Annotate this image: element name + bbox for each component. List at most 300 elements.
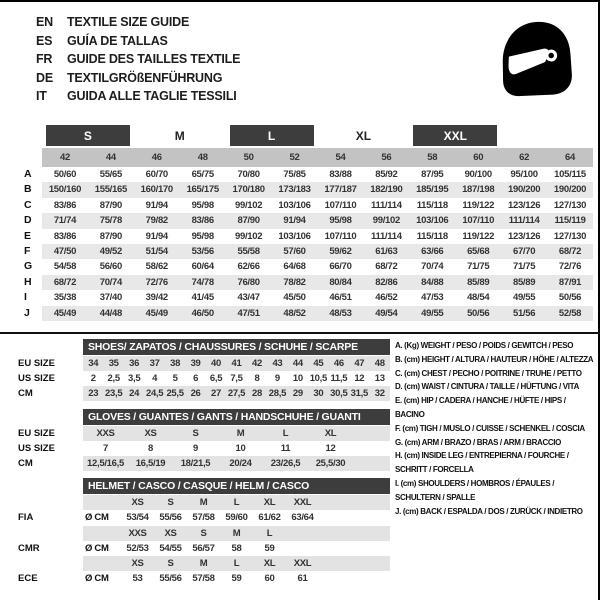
measure-value: 50/60 <box>53 169 77 180</box>
helmet-value: 59 <box>264 542 275 554</box>
shoes-value: 3,5 <box>128 373 141 384</box>
shoes-value: 38 <box>170 358 181 369</box>
legend-item: F. (cm) TIGH / MUSLO / CUISSE / SCHENKEL / COSCIA <box>395 423 585 433</box>
measure-value: 99/102 <box>234 230 263 242</box>
measure-value: 37/40 <box>99 292 122 304</box>
measure-value: 47/51 <box>226 306 272 321</box>
helmet-values-row <box>18 541 390 556</box>
measure-value: 83/86 <box>53 199 77 211</box>
size-number: 42 <box>42 148 88 167</box>
size-number: 60 <box>455 148 501 167</box>
size-number: 64 <box>547 148 593 167</box>
size-number: 48 <box>180 148 226 167</box>
measure-value: 78/82 <box>272 275 318 290</box>
shoes-value: 39 <box>190 358 201 369</box>
measure-value: 60/64 <box>191 261 214 273</box>
measure-value: 35/38 <box>53 292 77 304</box>
helmet-value: 54/55 <box>159 542 182 554</box>
measure-value: 155/165 <box>88 182 134 197</box>
helmet-size-label: XXS <box>128 527 147 539</box>
helmet-header-row <box>18 478 390 494</box>
corner-spacer <box>501 125 547 146</box>
shoes-value: 10,5 <box>309 373 327 384</box>
measure-value: 45/50 <box>283 292 306 304</box>
gloves-cells <box>83 441 390 456</box>
measure-value: 185/195 <box>409 182 455 197</box>
measure-value: 127/130 <box>553 199 587 211</box>
helmet-values-row <box>18 571 390 586</box>
gloves-value: L <box>282 428 289 439</box>
shoes-value: 32 <box>374 388 385 399</box>
shoes-value: 4 <box>152 373 158 384</box>
gloves-row <box>18 426 390 441</box>
shoes-value: 9 <box>274 373 280 384</box>
measure-value: 66/70 <box>329 261 352 273</box>
measure-row <box>18 306 593 321</box>
gloves-value: 9 <box>193 443 198 454</box>
shoes-value: 28 <box>251 388 262 399</box>
helmet-value: 53/54 <box>126 512 149 524</box>
shoes-row <box>18 386 390 401</box>
measure-value: 165/175 <box>180 182 226 197</box>
measure-value: 51/56 <box>501 306 547 321</box>
measure-value: 182/190 <box>363 182 409 197</box>
measure-value: 119/122 <box>462 230 495 242</box>
gloves-row-label: CM <box>18 458 33 469</box>
shoes-header-row <box>18 339 390 355</box>
measure-value: 83/86 <box>53 230 77 242</box>
measure-value: 46/51 <box>329 292 352 304</box>
measure-value: 65/68 <box>455 244 501 259</box>
measure-value: 187/198 <box>455 182 501 197</box>
shoes-value: 24 <box>129 388 140 399</box>
shoes-value: 12 <box>354 373 365 384</box>
measure-value: 87/90 <box>99 230 122 242</box>
accessory-tables <box>18 339 390 587</box>
size-number: 58 <box>409 148 455 167</box>
helmet-size-cells <box>83 526 390 541</box>
guide-title: GUIDA ALLE TAGLIE TESSILI <box>67 89 237 103</box>
measure-value: 99/102 <box>234 199 263 211</box>
size-group-row <box>18 125 593 146</box>
measure-value: 55/58 <box>226 244 272 259</box>
measure-row <box>18 213 593 228</box>
measure-key: F <box>24 244 31 257</box>
shoes-value: 31,5 <box>350 388 368 399</box>
measure-value: 50/56 <box>455 306 501 321</box>
measure-value: 62/66 <box>237 261 260 273</box>
measure-value: 79/82 <box>134 213 180 228</box>
language-code: EN <box>36 15 53 29</box>
spacer-cell <box>83 556 121 571</box>
shoes-value: 46 <box>333 358 344 369</box>
diameter-unit-cell: Ø CM <box>85 542 109 554</box>
size-group-l: L <box>230 125 314 146</box>
measure-row <box>18 275 593 290</box>
measure-value: 170/180 <box>226 182 272 197</box>
helmet-size-label: S <box>167 558 174 570</box>
helmet-value: 59/60 <box>225 512 248 524</box>
shoes-value: 30,5 <box>330 388 348 399</box>
shoes-cells <box>83 356 390 371</box>
size-number: 52 <box>272 148 318 167</box>
gloves-value: 25,5/30 <box>315 458 346 469</box>
helmet-value: 61/62 <box>258 512 281 524</box>
helmet-value-cells <box>83 541 390 556</box>
shoes-value: 30 <box>313 388 324 399</box>
size-number: 54 <box>318 148 364 167</box>
shoes-value: 27,5 <box>227 388 246 399</box>
spacer <box>18 478 83 494</box>
measure-key: D <box>24 214 32 227</box>
measure-key: J <box>24 306 30 319</box>
measure-value: 45/49 <box>134 306 180 321</box>
helmet-value: 53 <box>132 573 143 585</box>
measure-value: 59/62 <box>318 244 364 259</box>
size-group-xxl: XXL <box>413 125 497 146</box>
measure-row <box>18 198 593 213</box>
size-group-s: S <box>46 125 130 146</box>
measure-value: 115/118 <box>416 230 448 242</box>
helmet-title: HELMET / CASCO / CASQUE / HELM / CASCO <box>83 478 390 494</box>
helmet-standard-label: ECE <box>18 573 38 585</box>
shoes-value: 11,5 <box>330 373 348 384</box>
helmet-standard-label: FIA <box>18 512 34 524</box>
shoes-value: 29 <box>292 388 303 399</box>
measure-value: 87/90 <box>226 213 272 228</box>
measure-value: 107/110 <box>455 213 501 228</box>
diameter-unit-cell: Ø CM <box>85 512 109 524</box>
measure-value: 50/56 <box>558 292 582 304</box>
gloves-value: XS <box>144 428 157 439</box>
shoes-size-table <box>18 339 390 401</box>
legend-item: E. (cm) HIP / CADERA / HANCHE / HÜFTE / HIPS / BACINO <box>395 396 566 419</box>
measure-key: G <box>24 260 33 273</box>
shoes-value: 23,5 <box>105 388 123 399</box>
shoes-value: 8 <box>254 373 260 384</box>
measure-value: 85/89 <box>501 275 547 290</box>
helmet-value: 63/64 <box>291 512 314 524</box>
gloves-value: 7 <box>103 443 108 454</box>
helmet-size-table <box>18 478 390 587</box>
measure-value: 87/91 <box>547 275 593 290</box>
gloves-title: GLOVES / GUANTES / GANTS / HANDSCHUHE / GUANTI <box>83 409 390 425</box>
measure-value: 119/122 <box>462 199 495 211</box>
measure-value: 56/60 <box>99 261 122 273</box>
measure-value: 72/76 <box>134 275 180 290</box>
shoes-value: 6,5 <box>209 373 223 384</box>
legend-item: C. (cm) CHEST / PECHO / POITRINE / TRUHE / PETTO <box>395 368 582 378</box>
measure-value: 63/66 <box>409 244 455 259</box>
measure-value: 84/88 <box>409 275 455 290</box>
gloves-row-label: EU SIZE <box>18 428 55 439</box>
helmet-value-cells <box>83 571 390 586</box>
measure-key: C <box>24 198 32 211</box>
measure-value: 150/160 <box>42 182 88 197</box>
measure-value: 76/80 <box>226 275 272 290</box>
shoes-value: 40 <box>211 358 222 369</box>
measure-row <box>18 244 593 259</box>
measure-value: 68/72 <box>375 261 398 273</box>
measure-value: 95/98 <box>318 213 364 228</box>
helmet-icon-svg <box>490 10 582 106</box>
measure-value: 83/88 <box>329 169 352 180</box>
helmet-value: 59 <box>231 573 242 585</box>
shoes-value: 25,5 <box>166 388 184 399</box>
row-key-spacer <box>18 148 42 167</box>
helmet-size-label: L <box>266 527 273 539</box>
measure-value: 95/98 <box>191 199 214 211</box>
helmet-value: 55/56 <box>159 512 182 524</box>
helmet-values-row <box>18 510 390 525</box>
measure-value: 49/52 <box>88 244 134 259</box>
shoes-cells <box>83 371 390 386</box>
measure-value: 48/53 <box>318 306 364 321</box>
gloves-value: 8 <box>148 443 153 454</box>
size-number: 44 <box>88 148 134 167</box>
shoes-rows <box>18 356 390 401</box>
legend-item: J. (cm) BACK / ESPALDA / DOS / ZURÜCK / INDIETRO <box>395 506 583 516</box>
language-row <box>36 32 240 51</box>
measure-value: 103/106 <box>278 199 311 211</box>
helmet-value: 58 <box>231 542 242 554</box>
shoes-value: 37 <box>149 358 160 369</box>
measure-value: 47/53 <box>421 292 444 304</box>
measure-value: 47/50 <box>42 244 88 259</box>
helmet-size-label: XL <box>263 558 276 570</box>
helmet-value-cells <box>83 510 390 525</box>
measure-value: 95/100 <box>510 169 538 180</box>
gloves-rows <box>18 426 390 471</box>
shoes-value: 43 <box>272 358 283 369</box>
gloves-value: 20/24 <box>229 458 252 469</box>
gloves-row <box>18 441 390 456</box>
helmet-size-label: XXL <box>293 558 312 570</box>
measure-value: 57/60 <box>272 244 318 259</box>
measure-value: 190/200 <box>501 182 547 197</box>
helmet-size-label: S <box>200 527 207 539</box>
helmet-size-label: L <box>233 497 240 508</box>
gloves-size-table <box>18 409 390 471</box>
shoes-value: 6 <box>193 373 199 384</box>
guide-title: TEXTILE SIZE GUIDE <box>67 15 190 29</box>
shoes-value: 45 <box>313 358 324 369</box>
measure-value: 49/54 <box>363 306 409 321</box>
spacer <box>18 409 83 425</box>
measure-key: B <box>24 183 32 196</box>
legend-item: H. (cm) INSIDE LEG / ENTREPIERNA / FOURCHE / SCHRITT / FORCELLA <box>395 451 569 475</box>
measure-value: 87/90 <box>99 199 122 211</box>
gloves-row <box>18 456 390 471</box>
measure-value: 75/78 <box>88 213 134 228</box>
spacer <box>18 526 83 541</box>
helmet-size-cells <box>83 556 390 571</box>
size-number: 56 <box>363 148 409 167</box>
guide-title: TEXTILGRÖßENFÜHRUNG <box>67 70 223 85</box>
corner-spacer <box>18 125 42 146</box>
legend-item: G. (cm) ARM / BRAZO / BRAS / ARM / BRACCIO <box>395 437 562 447</box>
shoes-value: 34 <box>88 358 99 369</box>
measure-row <box>18 182 593 197</box>
measure-value: 60/70 <box>145 169 168 180</box>
shoes-value: 10 <box>292 373 303 384</box>
measure-value: 160/170 <box>134 182 180 197</box>
measurement-legend <box>395 339 595 518</box>
helmet-size-label: XS <box>131 558 144 570</box>
language-code: FR <box>36 52 53 66</box>
gloves-value: 12,5/16,5 <box>87 458 124 469</box>
measure-value: 45/49 <box>42 306 88 321</box>
measure-value: 190/200 <box>547 182 593 197</box>
language-row <box>36 13 240 32</box>
measure-value: 91/94 <box>145 230 168 242</box>
measure-value: 74/78 <box>180 275 226 290</box>
measure-value: 39/42 <box>145 292 168 304</box>
gloves-value: XXS <box>96 428 115 439</box>
measure-value: 123/126 <box>507 230 541 242</box>
measure-value: 49/55 <box>512 292 536 304</box>
measure-value: 64/68 <box>283 261 306 273</box>
measure-value: 48/52 <box>272 306 318 321</box>
spacer <box>18 495 83 510</box>
shoes-cells <box>83 386 390 401</box>
section-divider <box>0 332 600 334</box>
measure-value: 85/92 <box>375 169 398 180</box>
measure-value: 61/63 <box>363 244 409 259</box>
measure-value: 75/85 <box>283 169 306 180</box>
measure-value: 58/62 <box>145 261 168 273</box>
measure-value: 49/55 <box>409 306 455 321</box>
measure-value: 65/75 <box>191 169 214 180</box>
shoes-value: 47 <box>354 358 365 369</box>
measure-value: 51/54 <box>134 244 180 259</box>
gloves-value: M <box>236 428 245 439</box>
gloves-value: XL <box>324 428 337 439</box>
measure-value: 90/100 <box>464 169 492 180</box>
measure-value: 55/65 <box>99 169 122 180</box>
legend-item: B. (cm) HEIGHT / ALTURA / HAUTEUR / HÖHE / ALTEZZA <box>395 354 594 364</box>
helmet-size-label: M <box>199 497 208 508</box>
guide-title: GUÍA DE TALLAS <box>67 33 168 48</box>
language-title-list <box>36 13 240 106</box>
measure-value: 85/89 <box>455 275 501 290</box>
helmet-sizes-row <box>18 556 390 571</box>
measure-value: 105/115 <box>554 169 586 180</box>
shoes-value: 41 <box>231 358 242 369</box>
shoes-value: 2,5 <box>107 373 120 384</box>
helmet-value: 57/58 <box>192 573 215 585</box>
helmet-standard-label: CMR <box>18 542 40 554</box>
shoes-value: 13 <box>374 373 385 384</box>
gloves-value: 18/21,5 <box>180 458 211 469</box>
size-number: 62 <box>501 148 547 167</box>
measure-row <box>18 290 593 305</box>
measure-value: 70/80 <box>237 169 260 180</box>
measure-value: 70/74 <box>421 261 444 273</box>
spacer <box>18 556 83 571</box>
shoes-value: 23 <box>88 388 99 399</box>
helmet-value: 52/53 <box>126 542 149 554</box>
shoes-value: 5 <box>172 373 178 384</box>
language-row <box>36 69 240 88</box>
measure-key: I <box>24 291 27 304</box>
helmet-size-label: S <box>167 497 174 508</box>
measure-value: 177/187 <box>318 182 364 197</box>
measure-row <box>18 167 593 182</box>
helmet-size-label: XXL <box>293 497 312 508</box>
gloves-cells <box>83 426 390 441</box>
shoes-value: 44 <box>292 358 303 369</box>
measure-value: 68/72 <box>42 275 88 290</box>
measure-key: H <box>24 275 32 288</box>
measure-value: 107/110 <box>324 199 357 211</box>
measure-key: A <box>24 168 32 180</box>
helmet-rows <box>18 495 390 587</box>
measure-value: 43/47 <box>237 292 260 304</box>
measure-row <box>18 259 593 274</box>
measure-value: 87/95 <box>421 169 444 180</box>
legend-item: A. (Kg) WEIGHT / PESO / POIDS / GEWITCH / PESO <box>395 341 574 350</box>
measure-value: 123/126 <box>507 199 541 211</box>
language-row <box>36 87 240 106</box>
spacer-cell <box>83 495 121 510</box>
measure-value: 67/70 <box>501 244 547 259</box>
measure-value: 80/84 <box>318 275 364 290</box>
gloves-cells <box>83 456 390 471</box>
language-code: IT <box>36 89 47 103</box>
shoes-value: 24,5 <box>145 388 164 399</box>
spacer <box>18 339 83 355</box>
measure-value: 52/58 <box>547 306 593 321</box>
helmet-value: 60 <box>264 573 275 585</box>
helmet-size-label: M <box>199 558 208 570</box>
measure-value: 115/118 <box>416 199 448 211</box>
gloves-value: 23/26,5 <box>270 458 301 469</box>
helmet-size-label: XS <box>164 527 177 539</box>
guide-title: GUIDE DES TAILLES TEXTILE <box>67 52 241 66</box>
measure-value: 111/114 <box>501 213 547 228</box>
helmet-icon <box>490 10 582 106</box>
shoes-row-label: EU SIZE <box>18 358 55 369</box>
helmet-size-label: XS <box>131 497 144 508</box>
measure-value: 72/76 <box>558 261 582 273</box>
measure-value: 54/58 <box>53 261 77 273</box>
measure-value: 91/94 <box>145 199 168 211</box>
measure-value: 99/102 <box>363 213 409 228</box>
helmet-size-cells <box>83 495 390 510</box>
measure-value: 115/119 <box>547 213 593 228</box>
gloves-value: 11 <box>280 443 291 454</box>
gloves-value: S <box>192 428 199 439</box>
measure-value: 48/54 <box>467 292 490 304</box>
helmet-value: 56/57 <box>192 542 215 554</box>
helmet-value: 61 <box>297 573 308 585</box>
spacer-cell <box>83 526 121 541</box>
shoes-row <box>18 356 390 371</box>
measure-value: 46/50 <box>180 306 226 321</box>
helmet-sizes-row <box>18 526 390 541</box>
size-group-xl: XL <box>355 128 372 143</box>
textile-size-table <box>18 125 593 321</box>
helmet-sizes-row <box>18 495 390 510</box>
helmet-size-label: XL <box>263 497 276 508</box>
measure-value: 103/106 <box>278 230 311 242</box>
gloves-value: 12 <box>325 443 336 454</box>
diameter-unit-cell: Ø CM <box>85 573 109 585</box>
measure-value: 127/130 <box>553 230 587 242</box>
measure-row <box>18 229 593 244</box>
measure-value: 53/56 <box>180 244 226 259</box>
